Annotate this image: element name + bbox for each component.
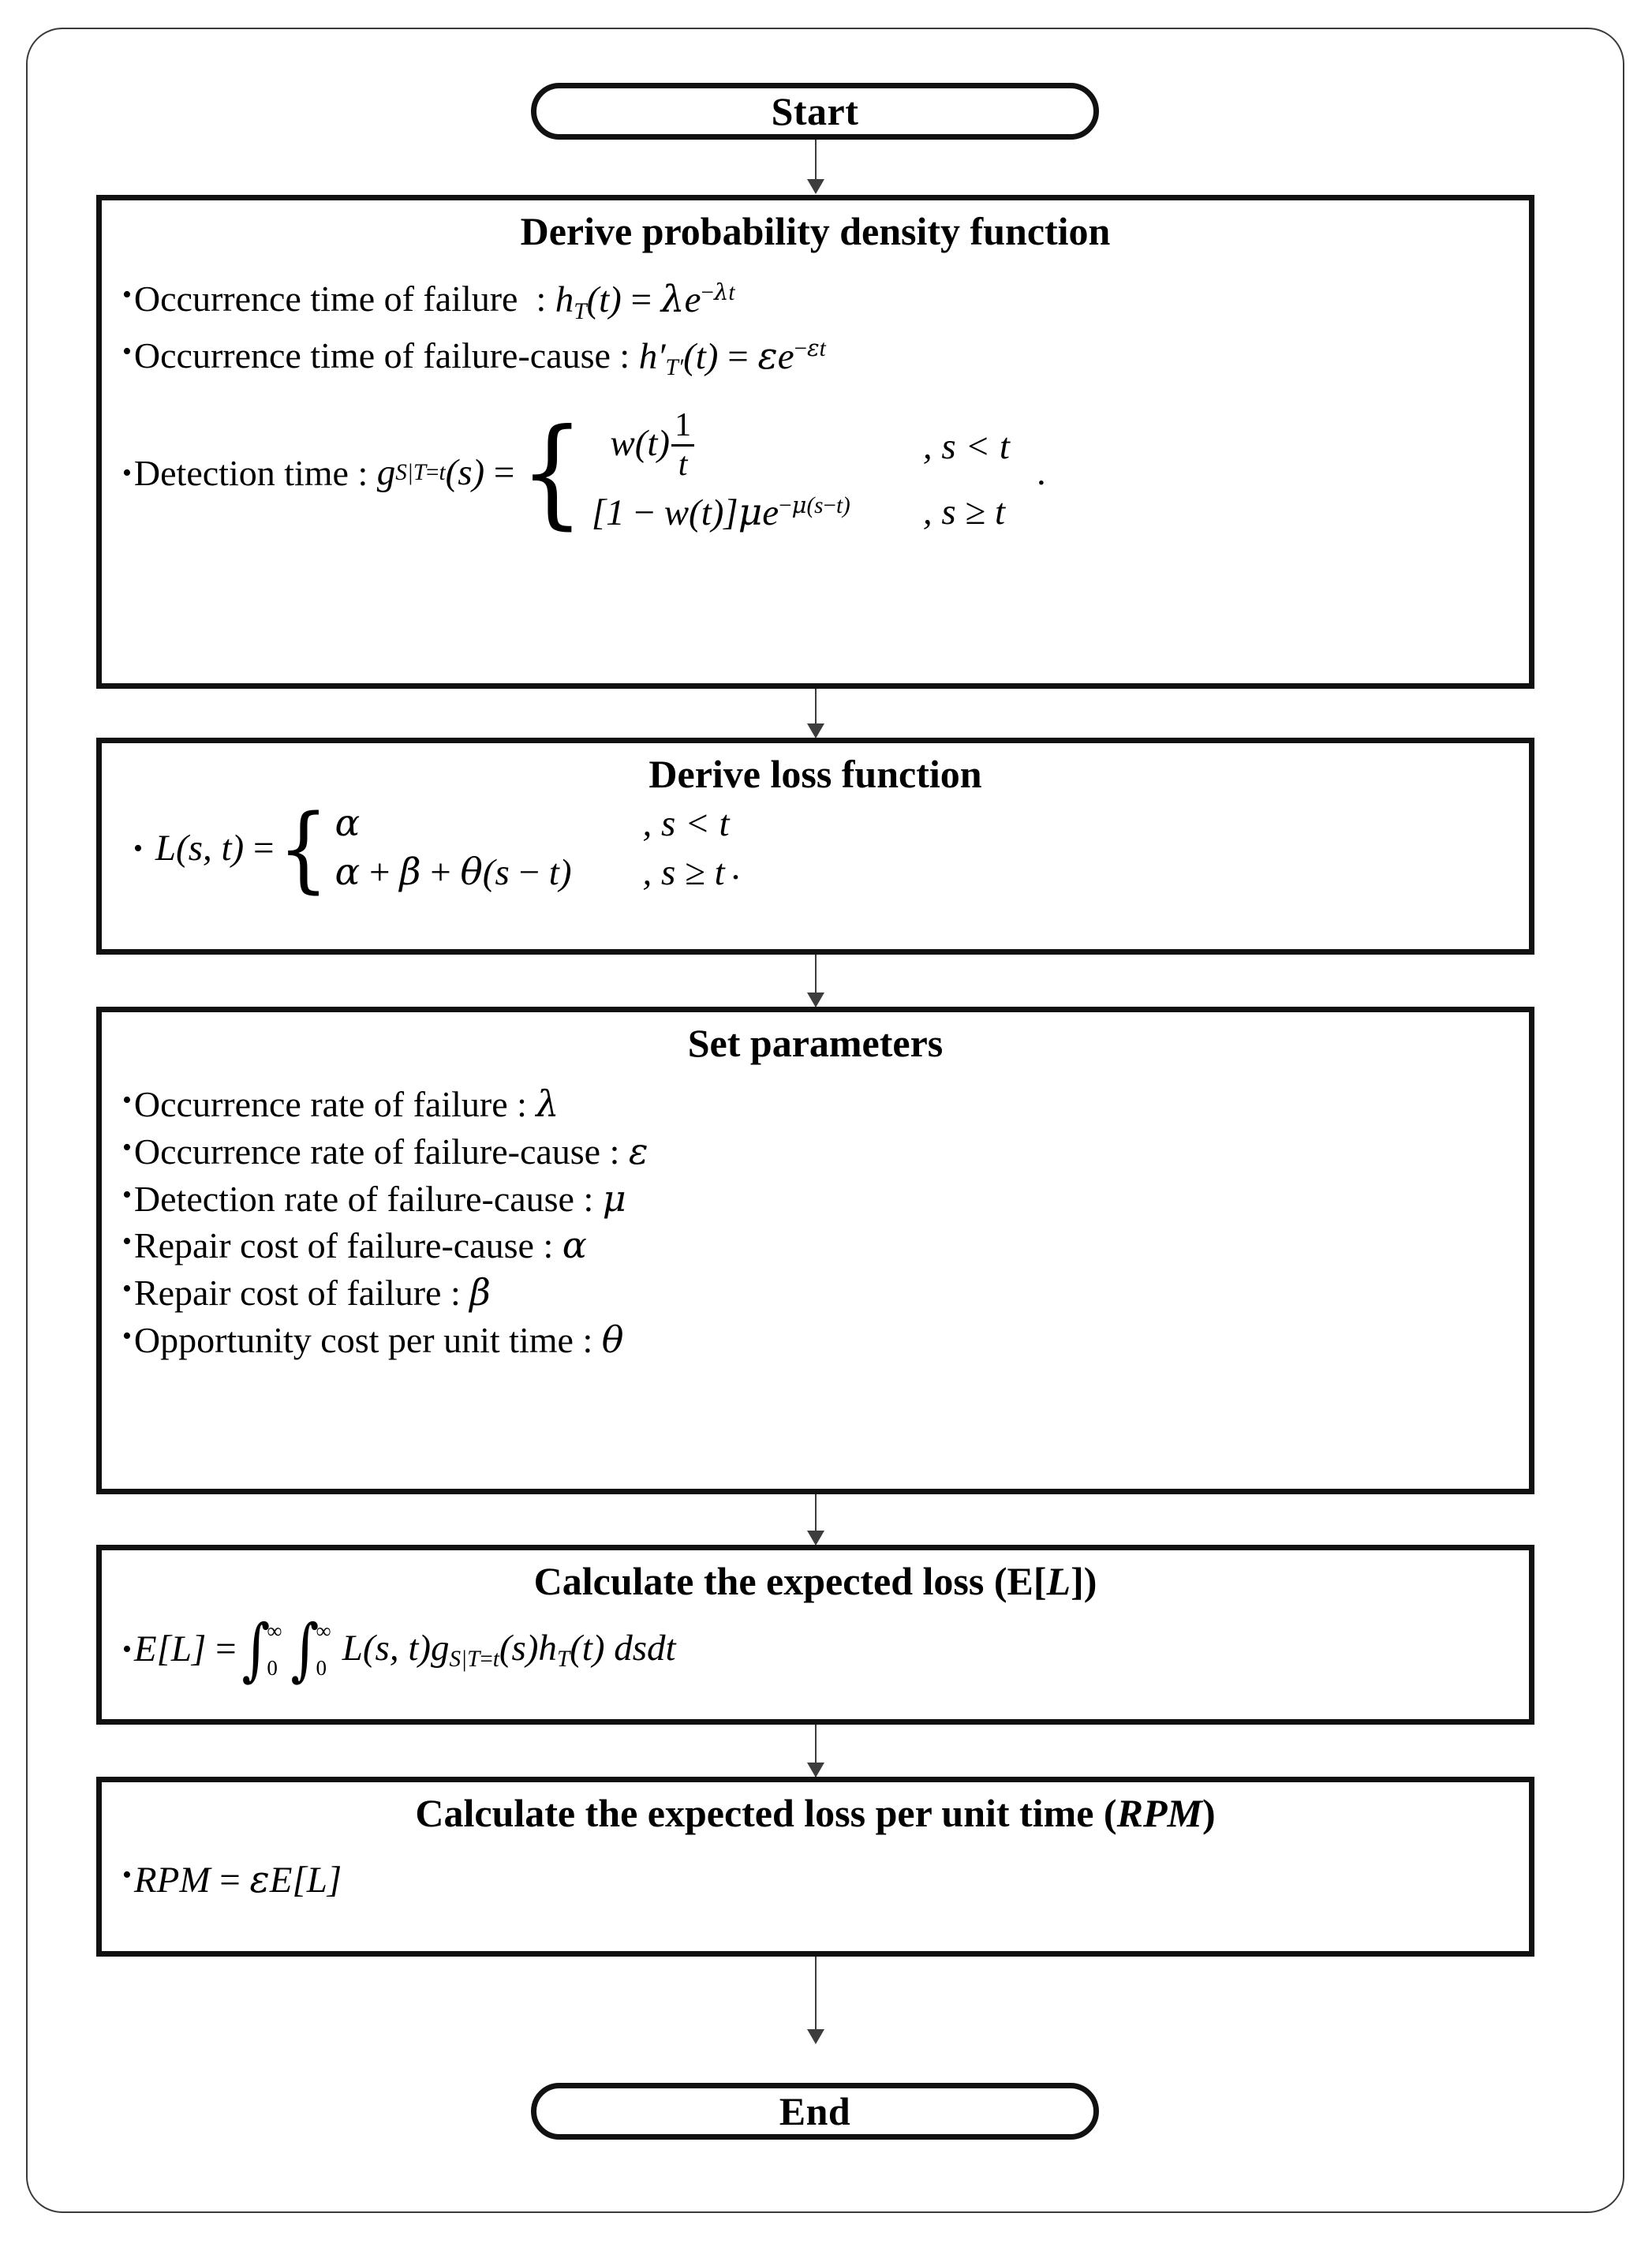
list-item-param-3 (122, 1222, 1508, 1269)
list-item-param-5-label: Opportunity cost per unit time : (133, 1319, 602, 1360)
symbol-alpha: α (335, 802, 361, 845)
bullet-icon: • (122, 1086, 132, 1115)
node-expected-loss-bullets (122, 1609, 1508, 1689)
case-condition-1: , s < t (642, 802, 730, 844)
bullet-icon: • (122, 1227, 132, 1257)
list-item-param-0-label: Occurrence rate of failure : (133, 1084, 536, 1124)
case-row-1 (335, 801, 730, 847)
bullet-icon: • (122, 458, 132, 488)
piecewise-detection (514, 404, 1010, 542)
symbol-alpha: α (562, 1224, 587, 1267)
case-condition-2: , s ≥ t (922, 492, 1006, 533)
node-derive-pdf-bullets (122, 275, 1508, 542)
integral-icon: ∫ (241, 1609, 270, 1689)
integral-lower-limit: 0 (267, 1656, 278, 1680)
node-end-label: End (779, 2089, 851, 2133)
node-rpm-title (122, 1790, 1508, 1837)
list-item-failure-cause-time-label: Occurrence time of failure-cause : (133, 335, 639, 376)
list-item-param-4 (122, 1269, 1508, 1317)
list-item-param-1-label: Occurrence rate of failure-cause : (133, 1131, 629, 1172)
node-derive-loss[interactable] (96, 738, 1534, 955)
node-derive-pdf[interactable] (96, 195, 1534, 689)
node-rpm-title-symbol: RPM (1116, 1791, 1202, 1835)
bullet-icon: • (122, 1179, 132, 1209)
case-row-1: w(t) $\frac{1}{t}$ , s < t (591, 407, 1010, 484)
node-expected-loss-title-prefix: Calculate the expected loss (E[ (533, 1559, 1047, 1603)
list-item-param-2-label: Detection rate of failure-cause : (133, 1178, 603, 1219)
brace-glyph: { (520, 404, 585, 542)
trailing-period: . (1036, 452, 1046, 494)
symbol-lambda: λ (536, 1082, 559, 1125)
node-start[interactable] (531, 83, 1099, 140)
connector-start-to-pdf-arrowhead (807, 179, 824, 194)
list-item-expected-loss-equation (122, 1609, 1508, 1689)
node-set-parameters-title: Set parameters (687, 1021, 944, 1065)
node-set-parameters[interactable] (96, 1007, 1534, 1494)
case-condition-2: , s ≥ t (642, 851, 725, 893)
symbol-beta: β (469, 1271, 491, 1314)
integral-inner (287, 1609, 331, 1689)
equation-h-T-prime: h′T′(t) = εe−εt (638, 334, 826, 381)
node-end[interactable] (531, 2083, 1099, 2140)
connector-loss-to-params-arrowhead (807, 993, 824, 1007)
list-item-rpm-equation (122, 1856, 1508, 1905)
node-start-label: Start (771, 89, 859, 133)
symbol-mu: μ (602, 1176, 626, 1220)
list-item-param-1 (122, 1128, 1508, 1176)
list-item-detection-time (122, 404, 1508, 542)
node-derive-loss-bullets (122, 793, 1508, 903)
list-item-param-0 (122, 1081, 1508, 1128)
connector-rpm-to-end-arrowhead (807, 2029, 824, 2044)
case-row-2: α + β + θ(s − t) , s ≥ t (335, 850, 725, 895)
symbol-theta: θ (601, 1318, 624, 1361)
list-item-detection-time-label: Detection time : (133, 452, 377, 493)
list-item-param-2 (122, 1176, 1508, 1223)
equation-h-T: hT(t) = λe−λt (555, 278, 735, 324)
bullet-icon: • (122, 280, 132, 309)
bullet-icon: • (122, 1274, 132, 1304)
bullet-icon: • (122, 1635, 132, 1665)
integral-lower-limit: 0 (316, 1656, 327, 1680)
node-expected-loss[interactable] (96, 1545, 1534, 1725)
bullet-icon: • (122, 1132, 132, 1162)
integral-upper-limit: ∞ (267, 1619, 282, 1643)
connector-params-to-expected-loss-arrowhead (807, 1531, 824, 1546)
node-set-parameters-bullets (122, 1081, 1508, 1364)
bullet-icon: • (122, 1321, 132, 1351)
integral-upper-limit: ∞ (316, 1619, 331, 1643)
list-item-param-5 (122, 1317, 1508, 1364)
equation-g-detection: g S|T=t (s) = { w(t) $\frac{1}{t}$ , s < t [1 − w(t)]μe−μ(s−t) , s ≥ t . (376, 404, 1046, 542)
bullet-icon: • (122, 336, 132, 366)
case-row-2: [1 − w(t)]μe−μ(s−t) , s ≥ t (591, 490, 1006, 534)
integral-outer (238, 1609, 282, 1689)
node-derive-pdf-title: Derive probability density function (520, 209, 1111, 253)
node-rpm-title-suffix: ) (1202, 1791, 1216, 1835)
bullet-icon: • (122, 1860, 132, 1890)
list-item-failure-time-label: Occurrence time of failure : (133, 279, 555, 319)
node-derive-loss-title: Derive loss function (648, 752, 982, 796)
node-rpm-bullets (122, 1856, 1508, 1905)
list-item-param-3-label: Repair cost of failure-cause : (133, 1225, 563, 1266)
list-item-failure-time (122, 275, 1508, 327)
equation-expected-loss: E[L] = ∫ ∞ 0 ∫ ∞ 0 L(s, t)gS|T=t(s)hT(t) dsdt (133, 1609, 676, 1689)
fraction-one-over-t: $\frac{1}{t}$ (671, 409, 694, 482)
connector-pdf-to-loss-arrowhead (807, 723, 824, 738)
integral-icon: ∫ (290, 1609, 320, 1689)
equation-rpm: RPM = εE[L] (133, 1858, 342, 1901)
brace-glyph: { (278, 793, 329, 903)
connector-expected-loss-to-rpm-arrowhead (807, 1763, 824, 1778)
case-condition-1: , s < t (922, 425, 1010, 467)
list-item-param-4-label: Repair cost of failure : (133, 1273, 470, 1314)
symbol-epsilon: ε (628, 1129, 648, 1172)
piecewise-loss (274, 793, 730, 903)
node-rpm[interactable] (96, 1777, 1534, 1957)
node-expected-loss-title-suffix: ]) (1071, 1559, 1097, 1603)
equation-L: L(s, t) = { α , s < t α + β + θ(s − t) , s ≥ t . (155, 793, 741, 903)
node-expected-loss-title (122, 1558, 1508, 1605)
list-item-loss-equation (122, 793, 1508, 903)
node-expected-loss-title-symbol: L (1046, 1559, 1071, 1603)
bullet-icon: • (133, 833, 143, 863)
node-rpm-title-prefix: Calculate the expected loss per unit time ( (415, 1791, 1117, 1835)
trailing-period: . (731, 846, 741, 888)
list-item-failure-cause-time (122, 332, 1508, 384)
